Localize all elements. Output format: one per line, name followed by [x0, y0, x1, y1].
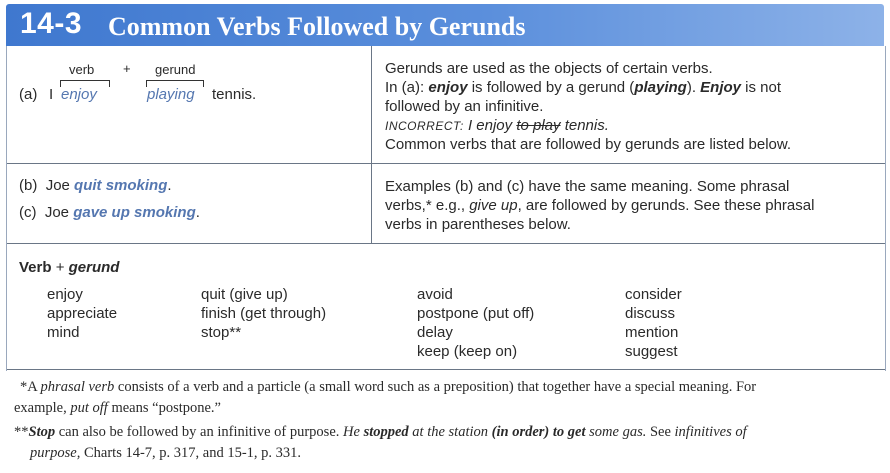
row-divider	[7, 163, 885, 164]
list-item: mention	[625, 324, 679, 341]
footnote-phrasal-verb: *A phrasal verb consists of a verb and a particle (a small word such as a preposition) that together have a special meaning. For example, put off means “postpone.”	[14, 379, 757, 416]
list-item: mind	[47, 324, 80, 341]
explanation-a-line2: In (a): enjoy is followed by a gerund (playing). Enjoy is not	[385, 79, 782, 96]
verb-list-heading: Verb + gerund	[19, 259, 120, 276]
chart-number: 14-3	[20, 7, 83, 40]
table-bottom-rule	[7, 369, 885, 370]
list-item: appreciate	[47, 305, 118, 322]
list-item: consider	[625, 286, 682, 303]
example-c: (c) Joe gave up smoking.	[19, 204, 200, 221]
example-a-rest: tennis.	[212, 86, 257, 103]
example-b: (b) Joe quit smoking.	[19, 177, 172, 194]
example-a-gerund: playing	[147, 86, 195, 103]
list-item: stop**	[201, 324, 242, 341]
plus-caption: +	[123, 61, 131, 76]
chart-title: Common Verbs Followed by Gerunds	[108, 12, 526, 41]
footnote-stop: **Stop can also be followed by an infinitive of purpose. He stopped at the station (in order) to get some gas. See infinitives of purpose, Charts 14-7, p. 317, and 15-1, p. 331.	[14, 424, 747, 461]
list-item: quit (give up)	[201, 286, 288, 303]
explanation-bc-line3: verbs in parentheses below.	[385, 216, 571, 233]
column-divider	[371, 46, 372, 243]
verb-column-3	[417, 285, 534, 361]
chart-header	[6, 4, 884, 46]
explanation-a-line5: Common verbs that are followed by gerunds are listed below.	[385, 136, 792, 153]
list-item: enjoy	[47, 286, 83, 303]
list-item: postpone (put off)	[417, 305, 535, 322]
example-a-verb: enjoy	[61, 86, 97, 103]
example-a-label: (a)	[19, 86, 38, 103]
list-item: discuss	[625, 305, 676, 322]
verb-caption: verb	[69, 62, 95, 77]
verb-column-2	[201, 285, 326, 342]
example-a-subject: I	[49, 86, 54, 103]
verb-column-4	[625, 285, 682, 361]
list-item: delay	[417, 324, 453, 341]
list-item: finish (get through)	[201, 305, 327, 322]
verb-column-1	[47, 285, 117, 342]
row-divider	[7, 243, 885, 244]
explanation-a-line1: Gerunds are used as the objects of certain verbs.	[385, 60, 713, 77]
explanation-bc-line1: Examples (b) and (c) have the same meaning. Some phrasal	[385, 178, 790, 195]
explanation-bc-line2: verbs,* e.g., give up, are followed by gerunds. See these phrasal	[385, 197, 815, 214]
list-item: suggest	[625, 343, 678, 360]
explanation-a-line3: followed by an infinitive.	[385, 98, 544, 115]
gerund-caption: gerund	[155, 62, 196, 77]
list-item: keep (keep on)	[417, 343, 518, 360]
list-item: avoid	[417, 286, 453, 303]
incorrect-example: INCORRECT: I enjoy to play tennis.	[385, 117, 609, 134]
grammar-table	[6, 46, 886, 371]
